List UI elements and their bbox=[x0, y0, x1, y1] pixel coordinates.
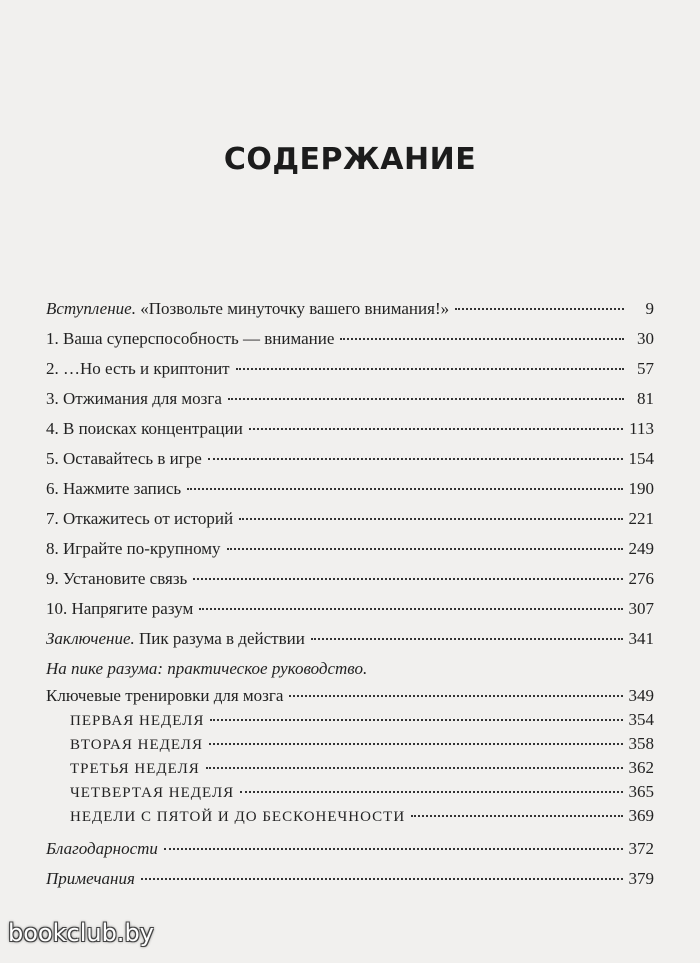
toc-page-number: 365 bbox=[628, 782, 654, 801]
toc-entry-acknowledgments bbox=[46, 834, 654, 864]
toc-entry-week bbox=[46, 732, 654, 756]
toc-entry bbox=[46, 354, 654, 384]
toc-entry-conclusion bbox=[46, 624, 654, 654]
toc-entry-text: Благодарности bbox=[46, 839, 158, 858]
dot-leader bbox=[411, 815, 622, 817]
toc-guide-heading-text: На пике разума: практическое руководство. bbox=[46, 659, 368, 678]
toc-entry bbox=[46, 504, 654, 534]
dot-leader bbox=[236, 368, 624, 370]
dot-leader bbox=[164, 848, 623, 850]
toc-entry-text: 8. Играйте по-крупному bbox=[46, 539, 221, 558]
toc-entry-text: 2. …Но есть и криптонит bbox=[46, 359, 230, 378]
dot-leader bbox=[455, 308, 624, 310]
toc-page-number: 369 bbox=[628, 806, 654, 825]
dot-leader bbox=[340, 338, 624, 340]
toc-entry-week bbox=[46, 780, 654, 804]
toc-entry-notes bbox=[46, 864, 654, 894]
table-of-contents bbox=[46, 294, 654, 894]
toc-page-number: 9 bbox=[645, 299, 654, 318]
page-title: СОДЕРЖАНИЕ bbox=[223, 142, 477, 177]
toc-entry-week bbox=[46, 756, 654, 780]
toc-entry-text: Пик разума в действии bbox=[134, 629, 305, 648]
toc-entry-lead: Заключение. bbox=[46, 629, 135, 648]
toc-entry-text: ВТОРАЯ НЕДЕЛЯ bbox=[70, 737, 203, 753]
toc-page-number: 341 bbox=[628, 629, 654, 648]
toc-entry-week bbox=[46, 708, 654, 732]
toc-entry-guide-main bbox=[46, 684, 654, 708]
toc-entry-week bbox=[46, 804, 654, 828]
toc-page-number: 81 bbox=[637, 389, 654, 408]
toc-entry-text: 7. Откажитесь от историй bbox=[46, 509, 234, 528]
site-watermark: bookclub.by bbox=[8, 919, 154, 947]
toc-entry bbox=[46, 534, 654, 564]
toc-entry bbox=[46, 324, 654, 354]
toc-page-number: 362 bbox=[628, 758, 654, 777]
toc-page-number: 358 bbox=[628, 734, 654, 753]
toc-entry bbox=[46, 594, 654, 624]
toc-page-number: 221 bbox=[628, 509, 654, 528]
dot-leader bbox=[239, 518, 622, 520]
toc-entry-text: 1. Ваша суперспособность — внимание bbox=[46, 329, 335, 348]
dot-leader bbox=[210, 719, 622, 721]
toc-page-number: 379 bbox=[628, 869, 654, 888]
toc-entry-text: ТРЕТЬЯ НЕДЕЛЯ bbox=[70, 761, 200, 777]
toc-entry bbox=[46, 384, 654, 414]
toc-entry-text: 6. Нажмите запись bbox=[46, 479, 182, 498]
toc-entry bbox=[46, 444, 654, 474]
toc-entry-text: «Позвольте минуточку вашего внимания!» bbox=[135, 299, 450, 318]
toc-entry-text: Ключевые тренировки для мозга bbox=[46, 686, 284, 705]
toc-page-number: 372 bbox=[628, 839, 654, 858]
toc-entry-text: ПЕРВАЯ НЕДЕЛЯ bbox=[70, 713, 205, 729]
dot-leader bbox=[206, 767, 623, 769]
toc-page-number: 349 bbox=[628, 686, 654, 705]
toc-guide-heading bbox=[46, 654, 654, 684]
toc-entry-text: ЧЕТВЕРТАЯ НЕДЕЛЯ bbox=[70, 785, 235, 801]
toc-entry bbox=[46, 474, 654, 504]
dot-leader bbox=[289, 695, 622, 697]
dot-leader bbox=[311, 638, 623, 640]
toc-page-number: 276 bbox=[628, 569, 654, 588]
toc-page-number: 113 bbox=[629, 419, 654, 438]
toc-entry bbox=[46, 414, 654, 444]
dot-leader bbox=[209, 743, 623, 745]
dot-leader bbox=[228, 398, 624, 400]
toc-entry bbox=[46, 564, 654, 594]
dot-leader bbox=[249, 428, 623, 430]
toc-entry-text: 4. В поисках концентрации bbox=[46, 419, 243, 438]
toc-page-number: 57 bbox=[637, 359, 654, 378]
dot-leader bbox=[199, 608, 622, 610]
dot-leader bbox=[193, 578, 622, 580]
dot-leader bbox=[187, 488, 622, 490]
toc-entry-intro bbox=[46, 294, 654, 324]
dot-leader bbox=[141, 878, 623, 880]
toc-entry-text: 9. Установите связь bbox=[46, 569, 188, 588]
toc-entry-text: НЕДЕЛИ С ПЯТОЙ И ДО БЕСКОНЕЧНОСТИ bbox=[70, 809, 406, 825]
toc-entry-text: 5. Оставайтесь в игре bbox=[46, 449, 202, 468]
toc-page-number: 30 bbox=[637, 329, 654, 348]
toc-page-number: 154 bbox=[628, 449, 654, 468]
toc-page-number: 249 bbox=[628, 539, 654, 558]
toc-entry-text: Примечания bbox=[46, 869, 135, 888]
dot-leader bbox=[227, 548, 623, 550]
dot-leader bbox=[240, 791, 622, 793]
toc-entry-text: 3. Отжимания для мозга bbox=[46, 389, 222, 408]
toc-entry-text: 10. Напрягите разум bbox=[46, 599, 194, 618]
toc-page-number: 354 bbox=[628, 710, 654, 729]
dot-leader bbox=[208, 458, 623, 460]
toc-entry-lead: Вступление. bbox=[46, 299, 136, 318]
toc-page-number: 190 bbox=[628, 479, 654, 498]
toc-page-number: 307 bbox=[628, 599, 654, 618]
